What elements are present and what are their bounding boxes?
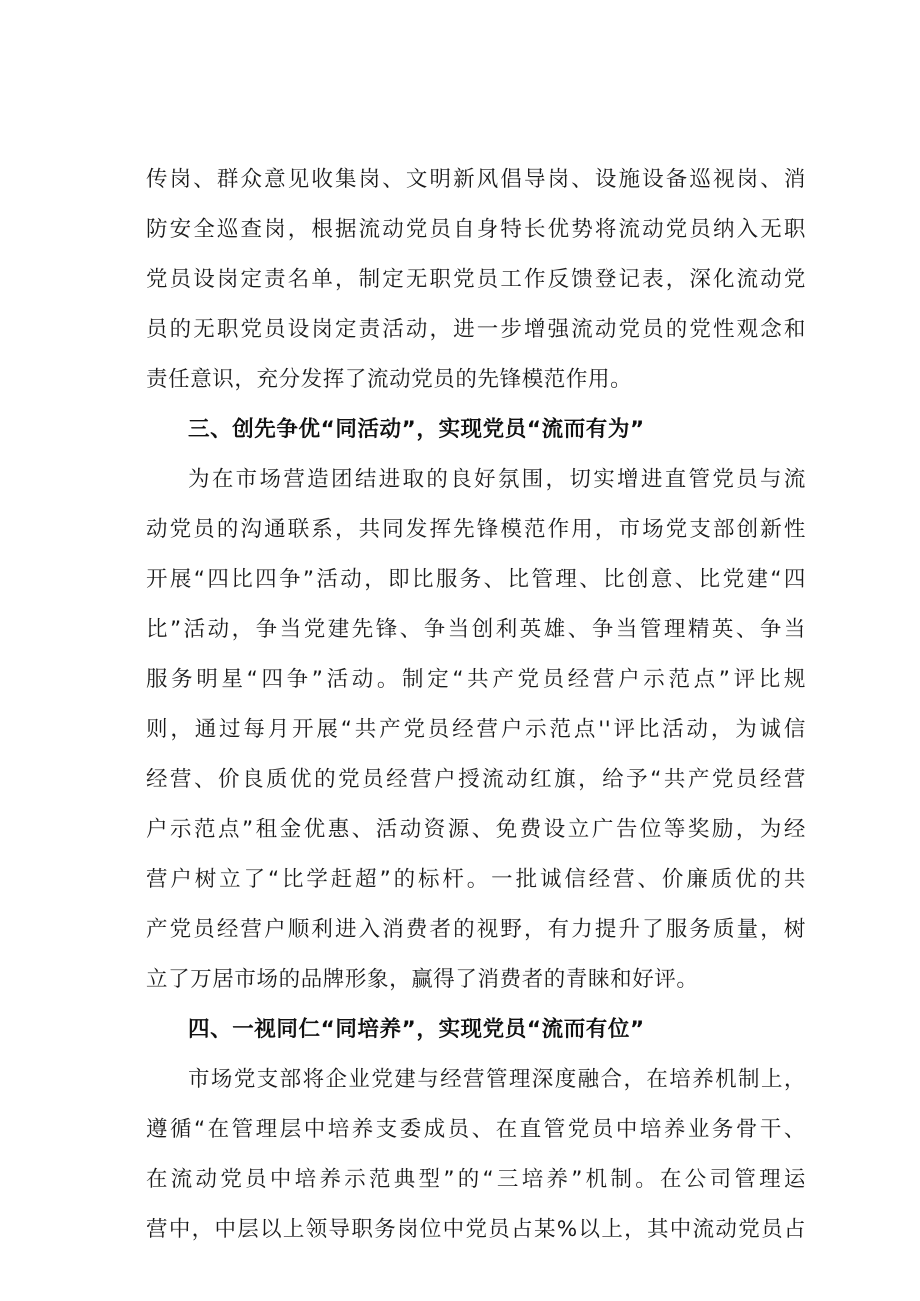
paragraph-line: 责任意识，充分发挥了流动党员的先锋模范作用。: [146, 367, 633, 392]
paragraph-line: 动党员的沟通联系，共同发挥先锋模范作用，市场党支部创新性: [146, 517, 806, 542]
paragraph-line: 立了万居市场的品牌形象，赢得了消费者的青睐和好评。: [146, 967, 699, 992]
paragraph-line: 户示范点”租金优惠、活动资源、免费设立广告位等奖励，为经: [146, 817, 806, 842]
paragraph-2: [146, 455, 806, 1005]
paragraph-line: 比”活动，争当党建先锋、争当创利英雄、争当管理精英、争当: [146, 617, 806, 642]
paragraph-line: 遵循“在管理层中培养支委成员、在直管党员中培养业务骨干、: [146, 1117, 806, 1142]
paragraph-line: 则，通过每月开展“共产党员经营户示范点''评比活动，为诚信: [146, 717, 806, 742]
paragraph-line: 营中，中层以上领导职务岗位中党员占某%以上，其中流动党员占: [146, 1217, 806, 1242]
paragraph-line: 传岗、群众意见收集岗、文明新风倡导岗、设施设备巡视岗、消: [146, 167, 806, 192]
paragraph-1: [146, 155, 806, 405]
paragraph-line: 为在市场营造团结进取的良好氛围，切实增进直管党员与流: [188, 467, 806, 492]
paragraph-line: 经营、价良质优的党员经营户授流动红旗，给予“共产党员经营: [146, 767, 806, 792]
paragraph-line: 开展“四比四争”活动，即比服务、比管理、比创意、比党建“四: [146, 567, 806, 592]
paragraph-line: 在流动党员中培养示范典型”的“三培养”机制。在公司管理运: [146, 1167, 806, 1192]
paragraph-line: 服务明星“四争”活动。制定“共产党员经营户示范点”评比规: [146, 667, 806, 692]
paragraph-line: 产党员经营户顺利进入消费者的视野，有力提升了服务质量，树: [146, 917, 806, 942]
paragraph-line: 营户树立了“比学赶超”的标杆。一批诚信经营、价廉质优的共: [146, 867, 806, 892]
paragraph-line: 市场党支部将企业党建与经营管理深度融合，在培养机制上，: [188, 1067, 806, 1092]
document-body: [146, 155, 806, 1255]
paragraph-line: 防安全巡查岗，根据流动党员自身特长优势将流动党员纳入无职: [146, 217, 806, 242]
paragraph-line: 党员设岗定责名单，制定无职党员工作反馈登记表，深化流动党: [146, 267, 806, 292]
paragraph-line: 员的无职党员设岗定责活动，进一步增强流动党员的党性观念和: [146, 317, 806, 342]
section-heading-4: 四、一视同仁“同培养”，实现党员“流而有位”: [188, 1017, 645, 1042]
section-heading-3: 三、创先争优“同活动”，实现党员“流而有为”: [188, 417, 645, 442]
paragraph-3: [146, 1055, 806, 1255]
